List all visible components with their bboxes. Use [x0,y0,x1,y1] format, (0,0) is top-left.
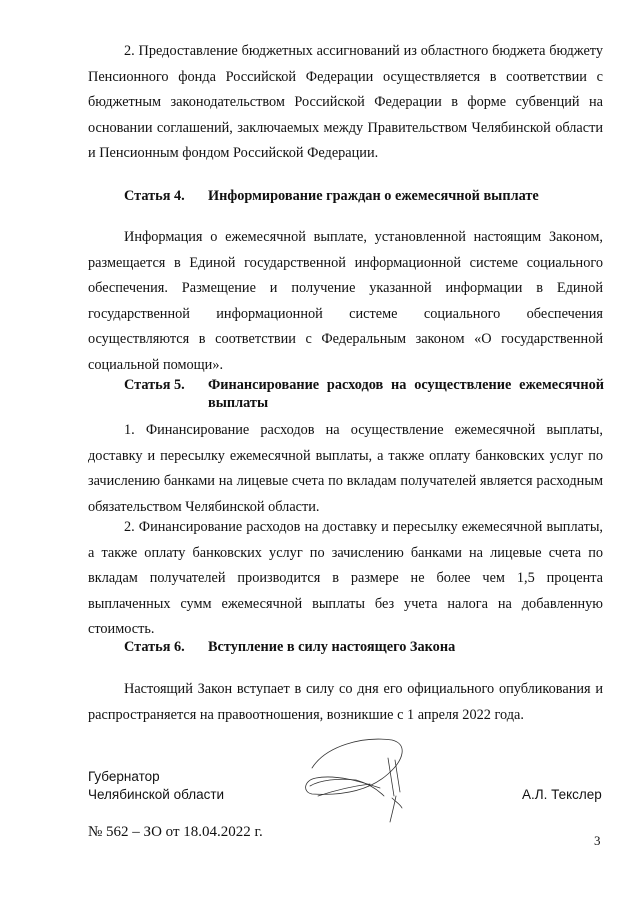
law-number: № 562 – ЗО от 18.04.2022 г. [88,824,263,840]
paragraph-information: Информация о ежемесячной выплате, установленной настоящим Законом, размещается в Единой государственной информационной системе социального обеспечения. Размещение и получение указанной информации в Единой государственной информационной системе социального обеспечения осуществляются в соответствии с Федеральным законом «О государственной социальной помощи». [88,229,603,373]
paragraph-entry-into-force: Настоящий Закон вступает в силу со дня его официального опубликования и распространяется на правоотношения, возникшие с 1 апреля 2022 года. [88,681,603,723]
article-6-heading [124,638,604,656]
article-title: Финансирование расходов на осуществление ежемесячной выплаты [208,377,604,411]
paragraph-budget-allocation: 2. Предоставление бюджетных ассигнований из областного бюджета бюджету Пенсионного фонда Российской Федерации осуществляется в соответствии с бюджетным законодательством Российской Федерации в форме субвенций на основании соглашений, заключаемых между Правительством Челябинской области и Пенсионным фондом Российской Федерации. [88,43,603,162]
paragraph-financing-1: 1. Финансирование расходов на осуществление ежемесячной выплаты, доставку и пересылку ежемесячной выплаты, а также оплату банковских услуг по зачислению банками на лицевые счета по вкладам получателей является расходным обязательством Челябинской области. [88,422,603,515]
article-5-heading [124,376,604,412]
article-4-heading [124,187,604,205]
article-title: Информирование граждан о ежемесячной выплате [208,188,539,204]
article-number: Статья 5. [124,377,185,393]
page-number: 3 [594,833,601,848]
article-title: Вступление в силу настоящего Закона [208,639,456,655]
signatory-position [88,768,224,804]
article-number: Статья 4. [124,188,185,204]
article-number: Статья 6. [124,639,185,655]
handwritten-signature [296,734,416,824]
paragraph-financing-2: 2. Финансирование расходов на доставку и пересылку ежемесячной выплаты, а также оплату банковских услуг по зачислению банками на лицевые счета по вкладам получателей производится в размере не более чем 1,5 процента выплаченных сумм ежемесячной выплаты без учета налога на добавленную стоимость. [88,519,603,638]
signatory-position-line1: Губернатор [88,769,160,784]
signatory-name: А.Л. Текслер [522,787,602,802]
signatory-position-line2: Челябинской области [88,787,225,802]
